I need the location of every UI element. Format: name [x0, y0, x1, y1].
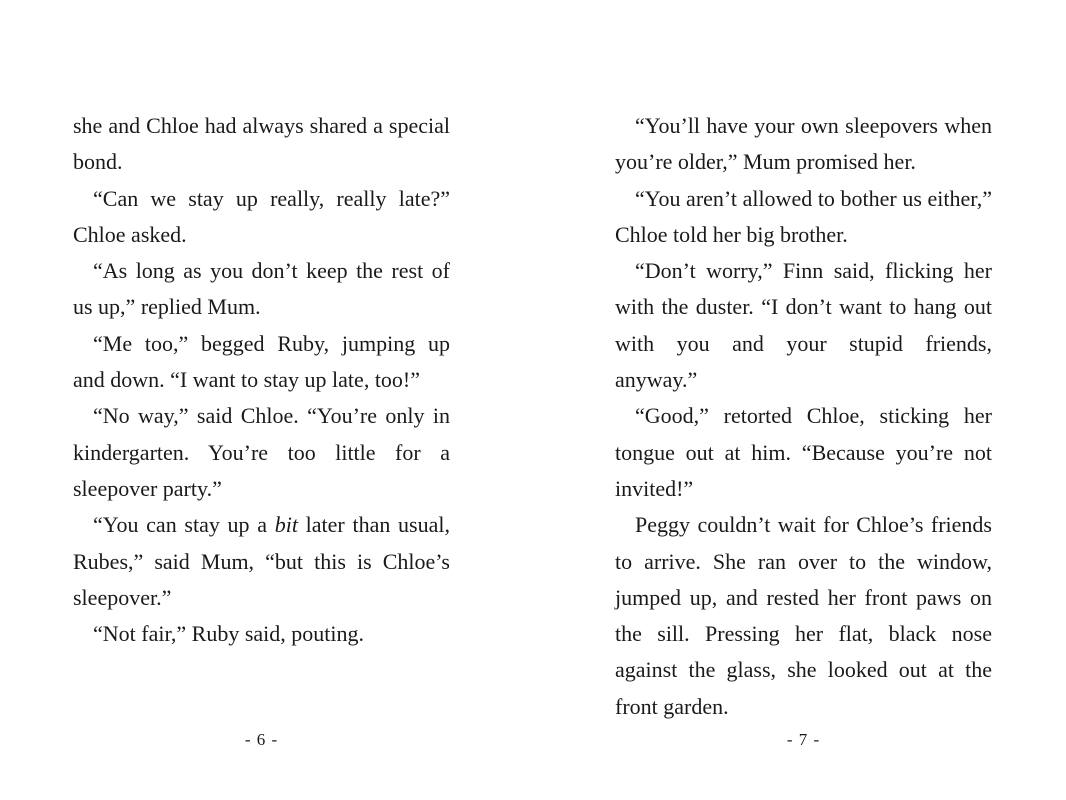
emphasis-text: bit: [274, 512, 298, 538]
paragraph: “You’ll have your own sleepovers when you’re older,” Mum promised her.: [615, 113, 992, 175]
paragraph: Peggy couldn’t wait for Chloe’s friends to arrive. She ran over to the window, jumped up, and rested her front paws on the sill. Pressing her flat, black nose against the glass, she looked out at the front garden.: [615, 512, 992, 719]
paragraph: she and Chloe had always shared a special bond.: [73, 113, 450, 175]
paragraph: “Me too,” begged Ruby, jumping up and down. “I want to stay up late, too!”: [73, 330, 450, 393]
paragraph: “As long as you don’t keep the rest of us up,” replied Mum.: [73, 258, 450, 320]
page-number-right: - 7 -: [786, 730, 821, 749]
paragraph: “Don’t worry,” Finn said, flicking her with the duster. “I don’t want to hang out with you and your stupid friends, anyway.”: [615, 258, 992, 393]
paragraph: “Good,” retorted Chloe, sticking her tongue out at him. “Because you’re not invited!”: [615, 403, 992, 501]
right-page: [615, 108, 992, 725]
paragraph: “Not fair,” Ruby said, pouting.: [93, 621, 365, 647]
paragraph: “You aren’t allowed to bother us either,” Chloe told her big brother.: [615, 185, 992, 247]
paragraph: “No way,” said Chloe. “You’re only in kindergarten. You’re too little for a sleepover party.”: [73, 403, 450, 501]
paragraph: “Can we stay up really, really late?” Chloe asked.: [73, 185, 450, 247]
paragraph-text: “You can stay up a: [93, 512, 275, 538]
page-number-left: - 6 -: [244, 730, 279, 749]
paragraph-text: later than usual, Rubes,” said Mum, “but this is Chloe’s sleepover.”: [73, 512, 450, 610]
left-page: [73, 108, 450, 652]
paragraph: [73, 507, 450, 616]
